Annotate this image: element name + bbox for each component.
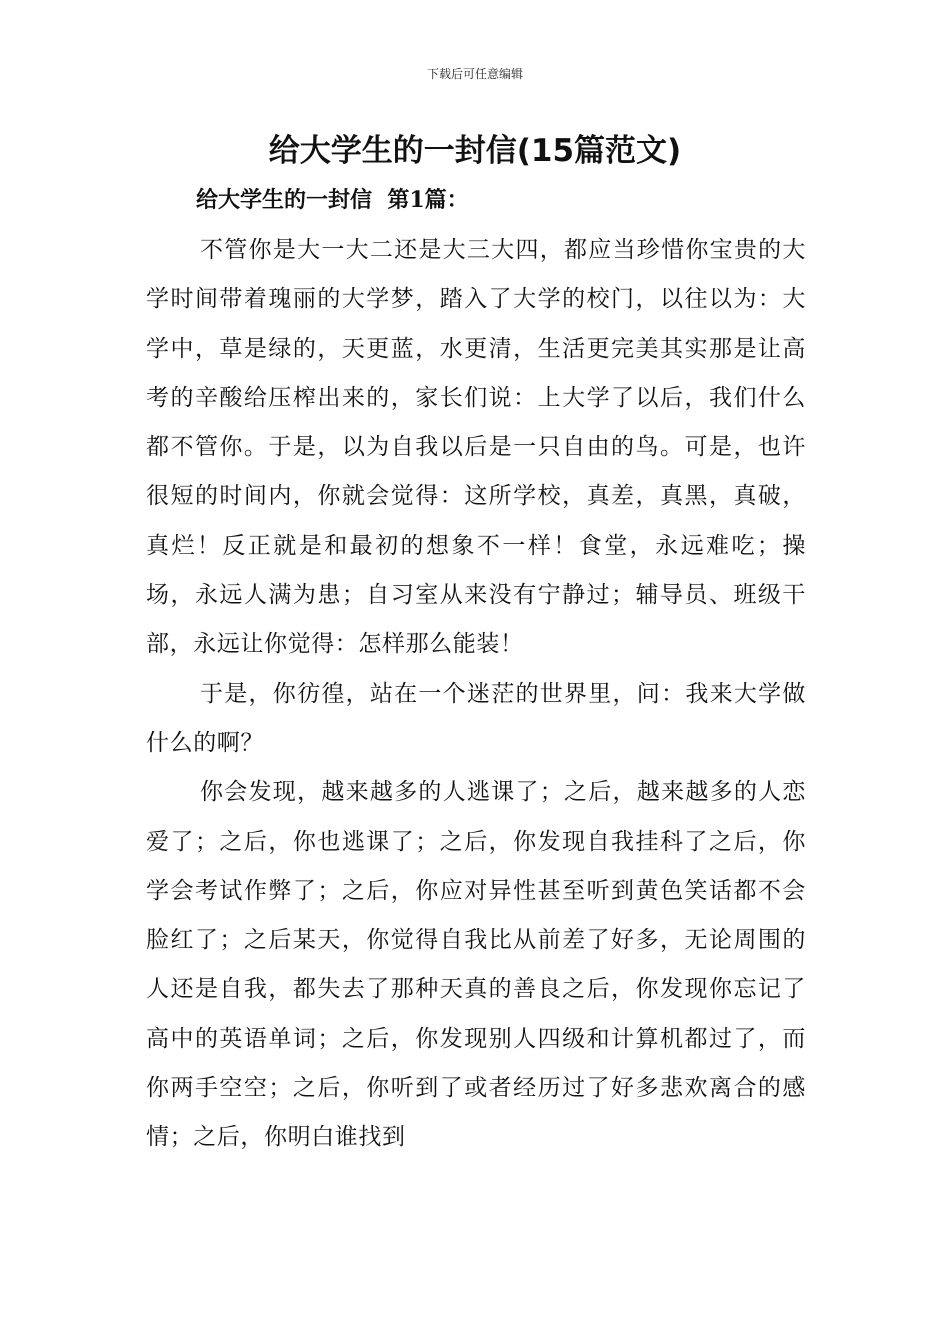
section-heading: 给大学生的一封信 第1篇： xyxy=(196,187,469,213)
document-title: 给大学生的一封信(15篇范文) xyxy=(268,133,682,169)
paragraph-2: 于是，你彷徨，站在一个迷茫的世界里，问：我来大学做什么的啊？ xyxy=(146,680,806,756)
paragraph-1: 不管你是大一大二还是大三大四，都应当珍惜你宝贵的大学时间带着瑰丽的大学梦，踏入了大学的校门，以往以为：大学中，草是绿的，天更蓝，水更清，生活更完美其实那是让高考的辛酸给压榨出来的，家长们说：上大学了以后，我们什么都不管你。于是，以为自我以后是一只自由的鸟。可是，也许很短的时间内，你就会觉得：这所学校，真差，真黑，真破，真烂！反正就是和最初的想象不一样！食堂，永远难吃；操场，永远人满为患；自习室从来没有宁静过；辅导员、班级干部，永远让你觉得：怎样那么能装！ xyxy=(146,237,806,658)
paragraph-3: 你会发现，越来越多的人逃课了；之后，越来越多的人恋爱了；之后，你也逃课了；之后，你发现自我挂科了之后，你学会考试作弊了；之后，你应对异性甚至听到黄色笑话都不会脸红了；之后某天，你觉得自我比从前差了好多，无论周围的人还是自我，都失去了那种天真的善良之后，你发现你忘记了高中的英语单词；之后，你发现别人四级和计算机都过了，而你两手空空；之后，你听到了或者经历过了好多悲欢离合的感情；之后，你明白谁找到 xyxy=(146,779,806,1151)
document-body xyxy=(146,226,806,1163)
page-header-note: 下载后可任意编辑 xyxy=(426,67,523,81)
